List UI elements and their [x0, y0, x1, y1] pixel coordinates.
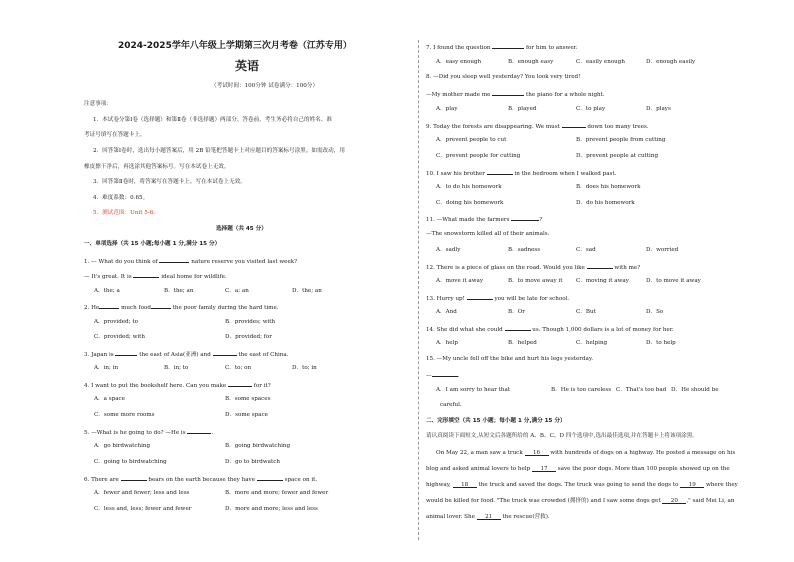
blank-17[interactable]: 17	[532, 465, 556, 472]
note-5: 5．测试范围：Unit 5-6。	[93, 210, 159, 216]
q3-option-b[interactable]: B．in; to	[164, 365, 189, 371]
q13-option-a[interactable]: A．And	[436, 309, 457, 315]
q5-blank	[187, 427, 211, 434]
passage-line-4: would be killed for food. "The truck was crowded (拥挤的) and I saw some dogs get 20 ," said Mei Li, an	[426, 498, 735, 504]
exam-info: （考试时间：100分钟 试卷满分：100分）	[211, 83, 319, 89]
q3-option-a[interactable]: A．in; in	[94, 365, 119, 371]
q13-stem: 13. Hurry up! you will be late for school.	[426, 293, 569, 303]
note-1b: 考证号填写在答题卡上。	[84, 132, 146, 138]
q15-option-c[interactable]: C．That's too bad	[616, 387, 667, 393]
passage-line-1: On May 22, a man saw a truck 16 with hundreds of dogs on a highway. He posted a message on his	[436, 450, 736, 456]
q4-blank	[228, 380, 252, 387]
q2-stem: 2. He much food the poor family during the hard time.	[84, 302, 279, 312]
q12-stem: 12. There is a piece of glass on the road. Would you like with me?	[426, 262, 640, 272]
q7-option-b[interactable]: B．enough easy	[508, 59, 554, 65]
blank-19[interactable]: 19	[680, 481, 704, 488]
q11-option-c[interactable]: C．sad	[576, 247, 596, 253]
q2-option-d[interactable]: D．provided; for	[225, 334, 272, 340]
blank-16[interactable]: 16	[525, 449, 549, 456]
q5-option-b[interactable]: B．going birdwatching	[225, 443, 291, 449]
q6-option-b[interactable]: B．more and more; fewer and fewer	[225, 490, 329, 496]
binding-cut-line	[418, 40, 419, 540]
q14-option-c[interactable]: C．helping	[576, 340, 608, 346]
q7-option-a[interactable]: A．easy enough	[436, 59, 482, 65]
q6-option-a[interactable]: A．fewer and fewer; less and less	[94, 490, 190, 496]
q14-option-b[interactable]: B．helped	[508, 340, 537, 346]
blank-18[interactable]: 18	[453, 481, 477, 488]
q2-blank-2	[151, 302, 171, 309]
q8-option-a[interactable]: A．play	[436, 106, 458, 112]
part1-heading: 选择题（共 45 分）	[216, 226, 267, 232]
q15-stem-2: — .	[426, 370, 459, 380]
exam-title: 2024-2025学年八年级上学期第三次月考卷（江苏专用）	[118, 41, 352, 51]
q15-option-a[interactable]: A．I am sorry to hear that	[436, 387, 511, 393]
q4-option-a[interactable]: A．a space	[94, 396, 125, 402]
section2-instructions: 请认真阅读下面短文,从短文后各题所给的 A、B、C、D 四个选项中,选出最佳选项,并在答题卡上将该项涂黑。	[426, 433, 698, 439]
q10-option-b[interactable]: B．does his homework	[576, 184, 641, 190]
q2-blank-1	[99, 302, 119, 309]
q7-option-d[interactable]: D．enough easily	[646, 59, 696, 65]
q5-stem: 5. —What is he going to do? —He is .	[84, 427, 213, 437]
q9-option-c[interactable]: C．prevent people for cutting	[436, 153, 521, 159]
q14-option-a[interactable]: A．help	[436, 340, 458, 346]
q2-option-a[interactable]: A．provided; to	[94, 319, 138, 325]
q1-option-c[interactable]: C．a; an	[225, 288, 249, 294]
q1-option-b[interactable]: B．the; an	[164, 288, 194, 294]
q13-blank	[467, 293, 493, 300]
blank-20[interactable]: 20	[662, 497, 686, 504]
q7-stem: 7. I found the question for him to answer.	[426, 42, 578, 52]
section1-heading: 一、单项选择（共 15 小题;每小题 1 分,满分 15 分）	[84, 241, 221, 247]
q8-option-c[interactable]: C．to play	[576, 106, 606, 112]
q1-stem-2: — It's great. It is ideal home for wildlife.	[84, 271, 227, 281]
q8-stem: 8. —Did you sleep well yesterday? You look very tired!	[426, 74, 581, 80]
q9-option-b[interactable]: B．prevent people from cutting	[576, 137, 666, 143]
q4-stem: 4. I want to put the bookshelf here. Can you make for it?	[84, 380, 271, 390]
q15-blank	[432, 370, 458, 377]
q8-blank	[492, 89, 524, 96]
q12-option-a[interactable]: A．move it away	[436, 278, 483, 284]
q1-stem: 1. — What do you think of nature reserve you visited last week?	[84, 256, 297, 266]
q8-option-d[interactable]: D．plays	[646, 106, 671, 112]
q3-blank-1	[115, 349, 137, 356]
q7-option-c[interactable]: C．easily enough	[576, 59, 625, 65]
q10-blank	[487, 168, 513, 175]
q6-blank-1	[121, 474, 147, 481]
q9-option-d[interactable]: D．prevent people at cutting	[576, 153, 659, 159]
note-2b: 橡皮擦干净后，再选涂其他答案标号。写在本试卷上无效。	[84, 164, 230, 170]
q6-option-d[interactable]: D．more and more; less and less	[225, 506, 318, 512]
note-3: 3．回答第Ⅱ卷时，将答案写在答题卡上。写在本试卷上无效。	[93, 179, 246, 185]
q11-option-b[interactable]: B．sadness	[508, 247, 541, 253]
q4-option-b[interactable]: B．some spaces	[225, 396, 271, 402]
passage-line-3: highway, 18 the truck and saved the dogs. The truck was going to send the dogs to 19 where they	[426, 482, 738, 488]
q3-option-d[interactable]: D．to; in	[292, 365, 317, 371]
q11-option-a[interactable]: A．sadly	[436, 247, 461, 253]
q11-stem-2: —The snowstorm killed all of their animals.	[426, 231, 550, 237]
q10-option-c[interactable]: C．doing his homework	[436, 200, 504, 206]
q15-stem: 15. —My uncle fell off the bike and hurt his legs yesterday.	[426, 356, 594, 362]
q13-option-d[interactable]: D．So	[646, 309, 664, 315]
notes-heading: 注意事项：	[84, 101, 112, 107]
passage-line-2: blog and asked animal lovers to help 17 save the poor dogs. More than 100 people showed up on the	[426, 466, 730, 472]
q9-stem: 9. Today the forests are disappearing. We must down too many trees.	[426, 121, 649, 131]
q15-option-d-continued: careful.	[440, 402, 462, 408]
q6-stem: 6. There are bears on the earth because they have space on it.	[84, 474, 317, 484]
note-2a: 2．回答第Ⅰ卷时，选出每小题答案后，用 2B 铅笔把答题卡上对应题目的答案标号涂黑。如需改动，用	[93, 148, 345, 154]
note-4: 4．难度系数：0.65。	[93, 195, 149, 201]
q12-option-d[interactable]: D．to move it away	[646, 278, 701, 284]
q14-option-d[interactable]: D．to help	[646, 340, 676, 346]
q3-option-c[interactable]: C．to; on	[225, 365, 252, 371]
passage-line-5: animal lover. She 21 the rescue(营救).	[426, 514, 550, 520]
q6-option-c[interactable]: C．less and, less; fewer and fewer	[94, 506, 192, 512]
q9-option-a[interactable]: A．prevent people to cut	[436, 137, 507, 143]
q10-option-d[interactable]: D．do his homework	[576, 200, 635, 206]
q14-blank	[505, 324, 531, 331]
subject-title: 英语	[235, 59, 260, 73]
q15-option-d[interactable]: D．He should be	[671, 387, 719, 393]
q3-blank-2	[213, 349, 237, 356]
q12-option-b[interactable]: B．to move away it	[508, 278, 563, 284]
q11-stem: 11. —What made the farmers ?	[426, 214, 542, 224]
q8-option-b[interactable]: B．played	[508, 106, 537, 112]
note-1a: 1．本试卷分第Ⅰ卷（选择题）和第Ⅱ卷（非选择题）两部分。答卷前，考生务必将自己的姓名、准	[93, 117, 332, 123]
q1-blank-1	[159, 256, 189, 263]
q12-blank	[587, 262, 613, 269]
q7-blank	[492, 42, 524, 49]
q2-option-c[interactable]: C．provided; with	[94, 334, 146, 340]
q4-option-d[interactable]: D．some space	[225, 412, 268, 418]
q1-option-a[interactable]: A．the; a	[94, 288, 120, 294]
q11-option-d[interactable]: D．worried	[646, 247, 679, 253]
q4-option-c[interactable]: C．some more rooms	[94, 412, 155, 418]
q5-option-c[interactable]: C．going to birdwatching	[94, 459, 167, 465]
q5-option-d[interactable]: D．go to birdwatch	[225, 459, 280, 465]
section2-heading: 二、完形填空（共 15 小题；每小题 1 分,满分 15 分）	[426, 418, 566, 424]
q5-option-a[interactable]: A．go birdwatching	[94, 443, 151, 449]
q1-blank-2	[133, 271, 159, 278]
q13-option-c[interactable]: C．But	[576, 309, 596, 315]
q3-stem: 3. Japan is the east of Asia(亚洲) and the east of China.	[84, 349, 288, 359]
blank-21[interactable]: 21	[477, 513, 501, 520]
q10-stem: 10. I saw his brother in the bedroom when I walked past.	[426, 168, 616, 178]
q10-option-a[interactable]: A．to do his homework	[436, 184, 502, 190]
q13-option-b[interactable]: B．Or	[508, 309, 525, 315]
q8-stem-2: —My mother made me the piano for a whole night.	[426, 89, 605, 99]
q15-option-b[interactable]: B．He is too careless	[551, 387, 612, 393]
q11-blank	[511, 214, 539, 221]
q14-stem: 14. She did what she could us. Though 1,000 dollars is a lot of money for her.	[426, 324, 674, 334]
q1-option-d[interactable]: D．the; an	[292, 288, 322, 294]
q12-option-c[interactable]: C．moving it away	[576, 278, 629, 284]
q9-blank	[562, 121, 586, 128]
q6-blank-2	[257, 474, 283, 481]
q2-option-b[interactable]: B．provides; with	[225, 319, 276, 325]
